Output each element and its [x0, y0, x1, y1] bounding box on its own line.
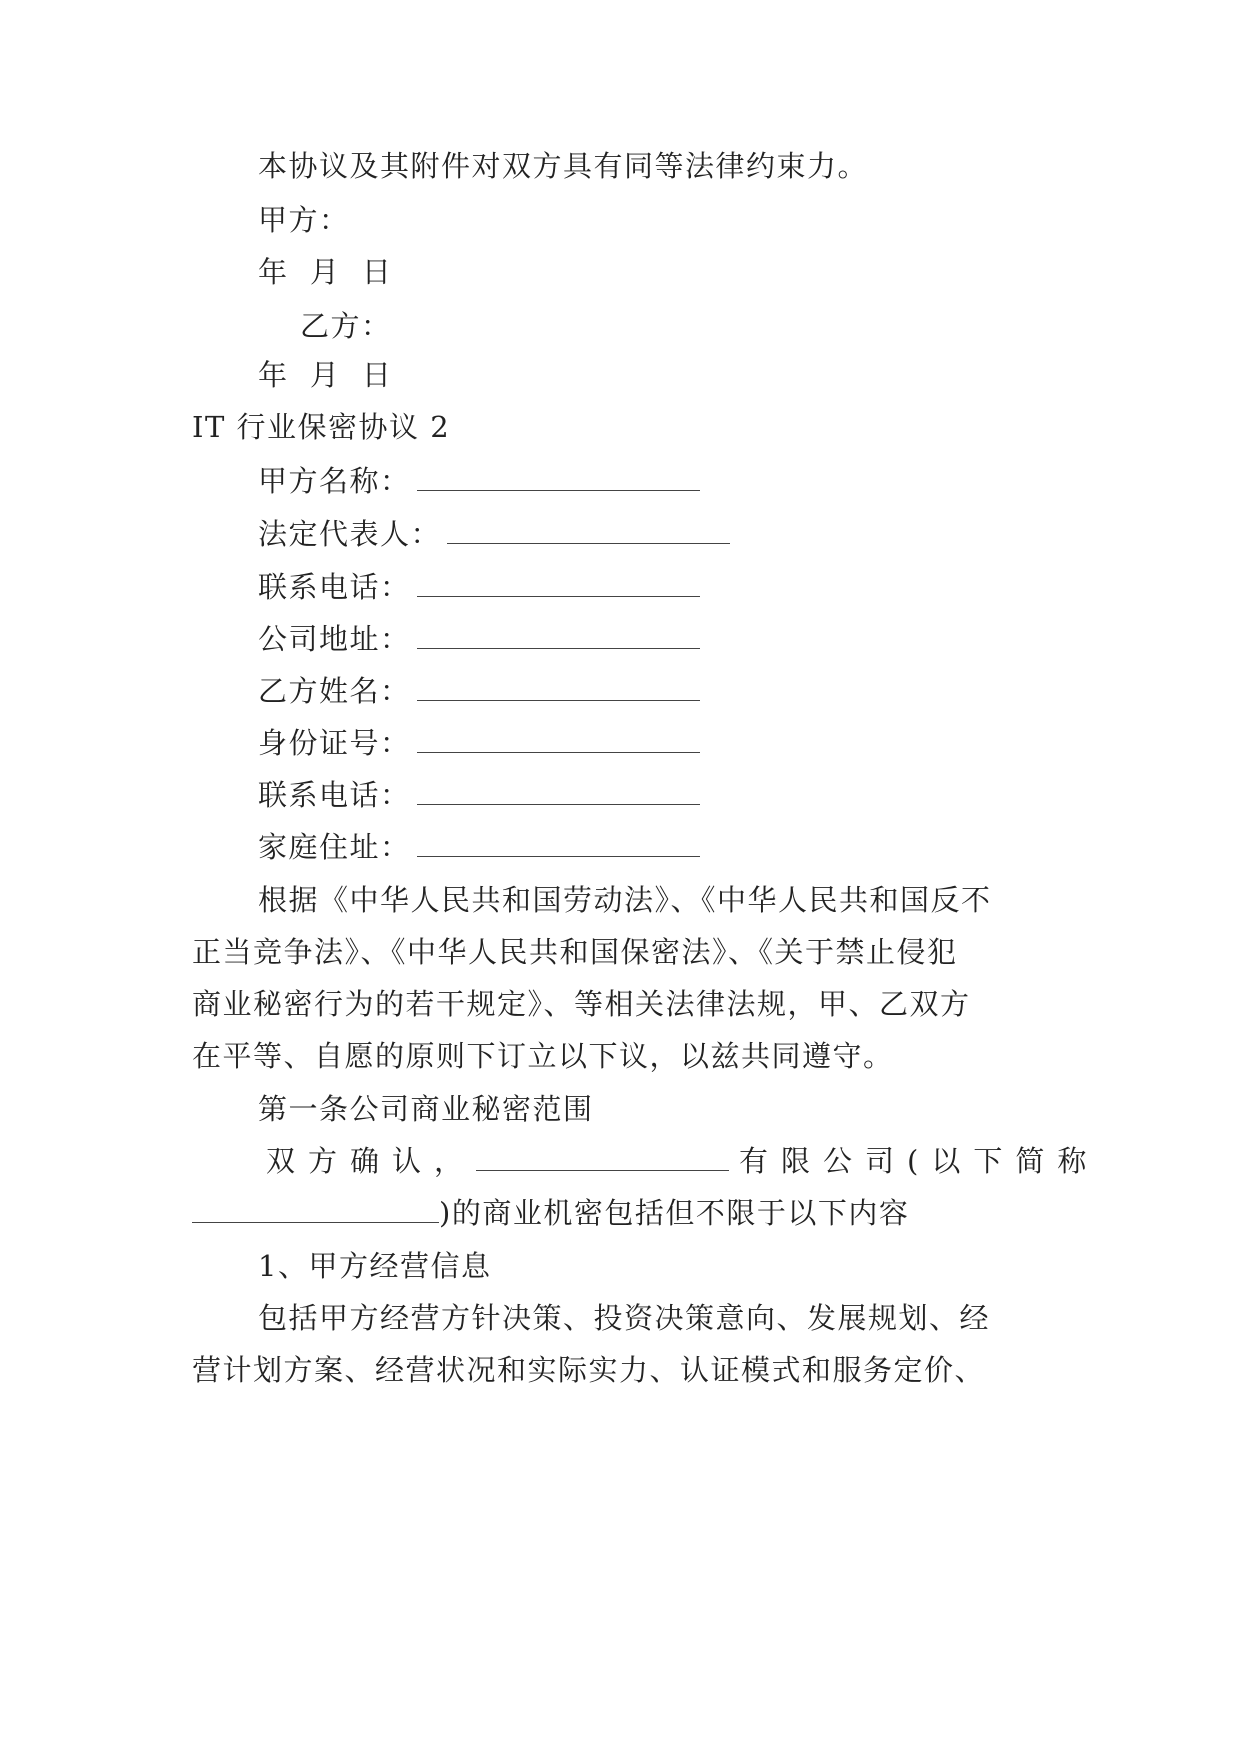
- text-segment: )的商业机密包括但不限于以下内容: [439, 1196, 910, 1230]
- paragraph-line: 在平等、自愿的原则下订立以下议，以兹共同遵守。: [192, 1039, 894, 1073]
- field-label: 甲方名称：: [258, 464, 411, 498]
- blank-line: [447, 519, 730, 544]
- party-a-signature-label: 甲方：: [258, 203, 350, 237]
- paragraph-line: 商业秘密行为的若干规定》、等相关法律法规，甲、乙双方: [192, 987, 971, 1021]
- field-label: 联系电话：: [258, 778, 411, 812]
- subsection-heading: 1、甲方经营信息: [258, 1249, 492, 1283]
- paragraph-line: [192, 1193, 909, 1233]
- party-b-signature-label: 乙方：: [300, 309, 392, 343]
- blank-line: [417, 676, 700, 701]
- section-title: IT 行业保密协议 2: [192, 410, 451, 444]
- blank-line: [192, 1198, 439, 1223]
- blank-line: [417, 832, 700, 857]
- text-segment: 有限公司(以下简称: [739, 1144, 1100, 1178]
- field-label: 联系电话：: [258, 570, 411, 604]
- paragraph-line: 营计划方案、经营状况和实际实力、认证模式和服务定价、: [192, 1353, 986, 1387]
- form-field-id-number: [258, 723, 700, 763]
- form-field-company-address: [258, 619, 700, 659]
- blank-line: [417, 624, 700, 649]
- blank-line: [476, 1146, 729, 1171]
- form-field-party-a-name: [258, 461, 700, 501]
- blank-line: [417, 466, 700, 491]
- blank-line: [417, 728, 700, 753]
- field-label: 家庭住址：: [258, 830, 411, 864]
- date-line: 年 月 日: [258, 358, 393, 392]
- field-label: 乙方姓名：: [258, 674, 411, 708]
- blank-line: [417, 572, 700, 597]
- form-field-legal-rep: [258, 514, 730, 554]
- form-field-party-b-name: [258, 671, 700, 711]
- date-line: 年 月 日: [258, 255, 393, 289]
- form-field-phone-b: [258, 775, 700, 815]
- form-field-phone-a: [258, 567, 700, 607]
- paragraph-line: 正当竞争法》、《中华人民共和国保密法》、《关于禁止侵犯: [192, 935, 958, 969]
- paragraph-line: 本协议及其附件对双方具有同等法律约束力。: [258, 149, 869, 183]
- paragraph-line: 包括甲方经营方针决策、投资决策意向、发展规划、经: [258, 1301, 991, 1335]
- article-heading: 第一条公司商业秘密范围: [258, 1092, 594, 1126]
- paragraph-line: 根据《中华人民共和国劳动法》、《中华人民共和国反不: [258, 883, 992, 917]
- blank-line: [417, 780, 700, 805]
- field-label: 身份证号：: [258, 726, 411, 760]
- text-segment: 双方确认，: [266, 1144, 477, 1178]
- field-label: 公司地址：: [258, 622, 411, 656]
- form-field-home-address: [258, 827, 700, 867]
- field-label: 法定代表人：: [258, 517, 442, 551]
- paragraph-line: [266, 1141, 1099, 1181]
